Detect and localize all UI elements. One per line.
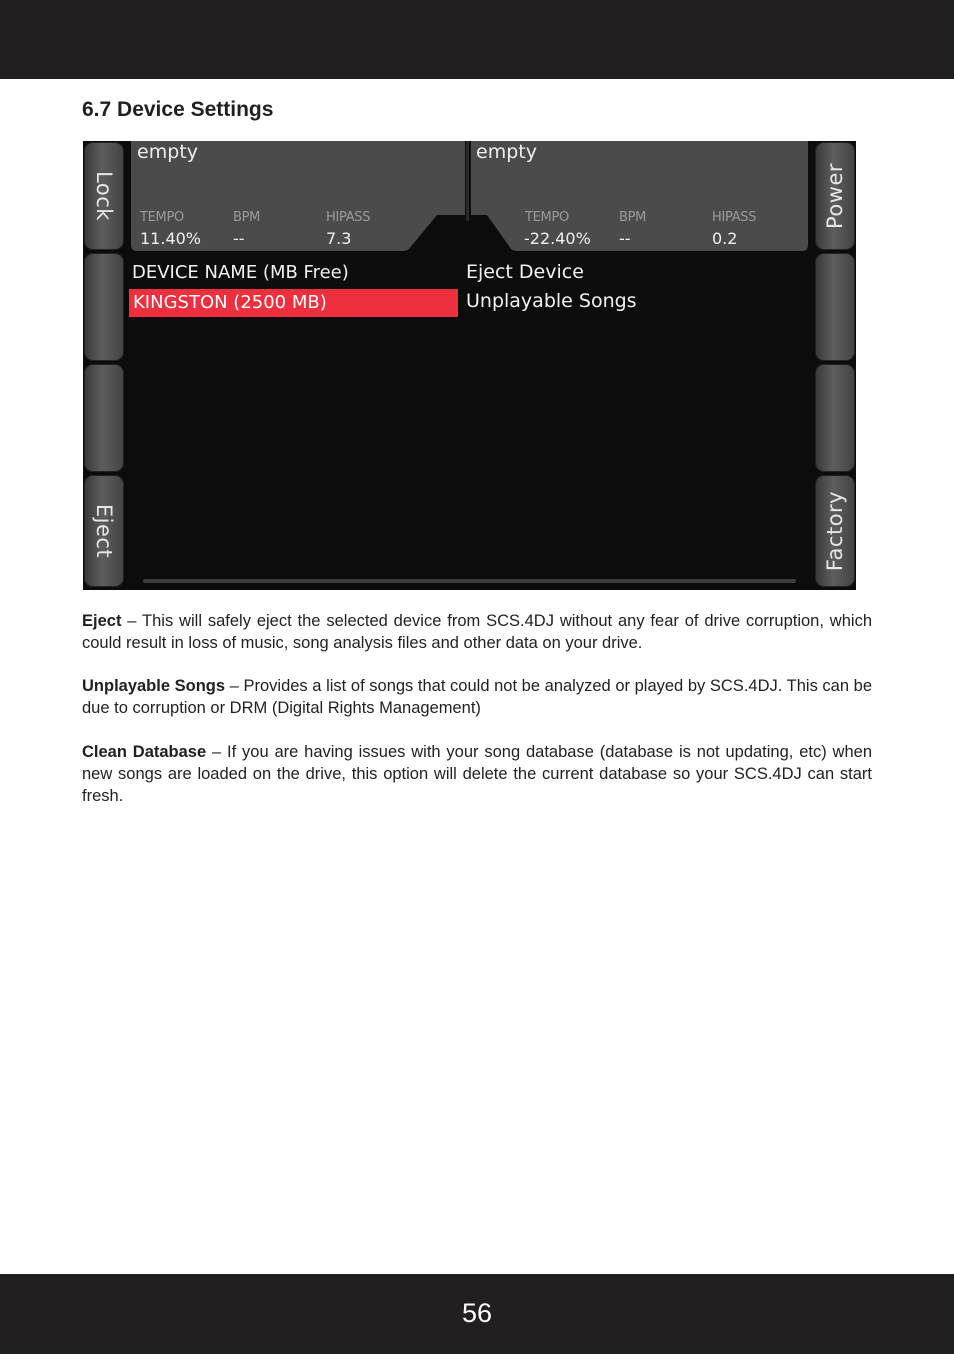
section-title: 6.7 Device Settings xyxy=(82,98,274,121)
right-hipass-value: 0.2 xyxy=(712,229,738,248)
menu-item-eject-device[interactable]: Eject Device xyxy=(466,261,584,283)
left-hipass-value: 7.3 xyxy=(326,229,352,248)
eject-button-label: Eject xyxy=(92,503,116,559)
device-list-item-selected[interactable]: KINGSTON (2500 MB) xyxy=(129,289,458,317)
eject-button[interactable] xyxy=(84,475,124,587)
factory-button[interactable] xyxy=(815,475,855,587)
right-deck-title: empty xyxy=(476,141,537,163)
eject-text: – This will safely eject the selected device from SCS.4DJ without any fear of drive corruption, which could result in loss of music, song analysis files and other data on your drive. xyxy=(82,612,872,652)
right-hipass-label: HIPASS xyxy=(712,210,757,225)
unplayable-songs-term: Unplayable Songs xyxy=(82,677,226,695)
right-soft-button-2[interactable] xyxy=(815,253,855,361)
left-soft-button-2[interactable] xyxy=(84,253,124,361)
left-bpm-label: BPM xyxy=(233,210,261,225)
lock-button[interactable] xyxy=(84,142,124,250)
unplayable-songs-text: – Provides a list of songs that could not be analyzed or played by SCS.4DJ. This can be due to corruption or DRM (Digital Rights Management) xyxy=(82,677,873,717)
eject-term: Eject xyxy=(82,612,122,630)
header-bar xyxy=(0,0,954,79)
left-soft-button-3[interactable] xyxy=(84,364,124,472)
left-bpm-value: -- xyxy=(233,229,245,248)
menu-item-unplayable-songs[interactable]: Unplayable Songs xyxy=(466,290,637,312)
scrollbar-track[interactable] xyxy=(143,579,796,583)
factory-button-label: Factory xyxy=(823,490,847,572)
left-tempo-label: TEMPO xyxy=(140,210,184,225)
right-tempo-label: TEMPO xyxy=(525,210,569,225)
clean-database-term: Clean Database xyxy=(82,743,207,761)
left-deck-title: empty xyxy=(137,141,198,163)
unplayable-songs-description xyxy=(82,675,872,719)
power-button[interactable] xyxy=(815,142,855,250)
right-bpm-value: -- xyxy=(619,229,631,248)
left-hipass-label: HIPASS xyxy=(326,210,371,225)
deck-panels xyxy=(127,141,810,253)
power-button-label: Power xyxy=(823,163,847,229)
left-tempo-value: 11.40% xyxy=(140,229,202,248)
right-soft-button-3[interactable] xyxy=(815,364,855,472)
right-tempo-value: -22.40% xyxy=(524,229,591,248)
right-bpm-label: BPM xyxy=(619,210,647,225)
eject-description xyxy=(82,610,872,654)
device-screenshot xyxy=(83,141,856,590)
page-number: 56 xyxy=(461,1298,493,1328)
lock-button-label: Lock xyxy=(92,171,116,221)
clean-database-description xyxy=(82,741,872,807)
clean-database-text: – If you are having issues with your song database (database is not updating, etc) when new songs are loaded on the drive, this option will delete the current database so your SCS.4DJ can start fresh. xyxy=(82,743,873,805)
device-list-header: DEVICE NAME (MB Free) xyxy=(132,262,349,283)
